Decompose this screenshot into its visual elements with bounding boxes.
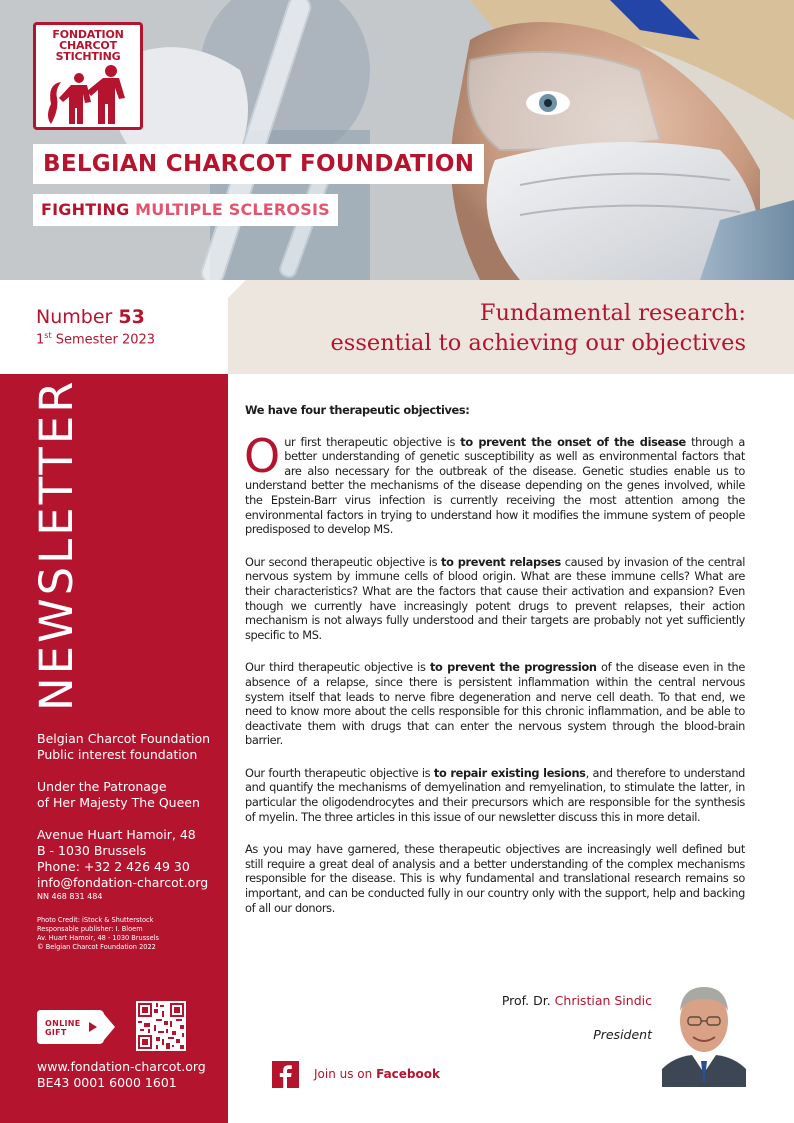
credit-line: Photo Credit: iStock & Shutterstock (37, 916, 154, 924)
signature-name (502, 993, 652, 1008)
signature-prefix: Prof. Dr. (501, 993, 555, 1008)
issue-date (36, 331, 155, 347)
drop-cap: O (244, 428, 281, 483)
email-link[interactable]: info@fondation-charcot.org (37, 875, 209, 890)
paragraph-1-text: ur first therapeutic objective is (284, 434, 461, 449)
issue-date-day: 1 (36, 332, 45, 348)
article-body (245, 403, 745, 933)
paragraph-2-text: Our second therapeutic objective is (245, 554, 442, 569)
subtitle-part-2: MULTIPLE SCLEROSIS (135, 200, 330, 219)
issue-number-value: 53 (118, 306, 145, 328)
article-lead: We have four therapeutic objectives: (245, 403, 470, 417)
logo-figures-icon (45, 64, 131, 126)
address-line-2: B - 1030 Brussels (37, 843, 147, 858)
credit-line: © Belgian Charcot Foundation 2022 (37, 943, 156, 951)
gift-label-2: GIFT (45, 1028, 67, 1037)
foundation-title: BELGIAN CHARCOT FOUNDATION (33, 144, 484, 184)
issue-date-rest: Semester 2023 (51, 332, 156, 348)
website-link[interactable]: www.fondation-charcot.org (37, 1059, 206, 1074)
paragraph-3-text: Our third therapeutic objective is (245, 660, 430, 675)
credit-line: Responsable publisher: I. Bloem (37, 925, 143, 933)
headline-line-2: essential to achieving our objectives (330, 330, 746, 356)
phone: Phone: +32 2 426 49 30 (37, 859, 190, 874)
headline-line-1: Fundamental research: (479, 300, 746, 326)
signature-person: Christian Sindic (554, 993, 652, 1008)
patronage-line-2: of Her Majesty The Queen (37, 795, 200, 810)
signature-title: President (593, 1027, 652, 1042)
facebook-text-1: Join us on (314, 1067, 377, 1081)
paragraph-1-rest: through a better understanding of genetic susceptibility as well as environmental factors that are also necessary for the outbreak of the disease. Genetic studies enable us to understand better the mechanisms of the disease depending on the genes involved, while the Epstein-Barr virus infection is currently receiving the most attention among the environmental factors in trying to understand how it modifies the immune system of people predisposed to develop MS. (245, 434, 745, 537)
paragraph-2 (245, 555, 745, 643)
org-type: Public interest foundation (37, 747, 198, 762)
subtitle-part-1: FIGHTING (41, 200, 136, 219)
hero-photo (0, 0, 794, 280)
gift-label-1: ONLINE (45, 1019, 81, 1028)
paragraph-4-rest: , and therefore to understand and quantify the mechanisms of demyelination and remyelination, to stimulate the latter, in particular the oligodendrocytes and their precursors which are responsible for the synthesis of myelin. The three articles in this issue of our newsletter discuss this in more detail. (245, 765, 746, 824)
online-gift-button[interactable] (37, 1010, 115, 1044)
paragraph-2-rest: caused by invasion of the central nervous system by immune cells of blood origin. What are these immune cells? What are their characteristics? What are the factors that cause their activation and expansion? Even though we currently have increasingly potent drugs to prevent relapses, their action mechanism is not always fully understood and their targets are probably not yet sufficiently specific to MS. (245, 554, 746, 642)
band-notch (228, 280, 246, 298)
paragraph-1-emphasis: to prevent the onset of the disease (460, 434, 686, 449)
issue-info (0, 280, 228, 374)
credit-line: Av. Huart Hamoir, 48 - 1030 Brussels (37, 934, 159, 942)
paragraph-4-emphasis: to repair existing lesions (433, 765, 586, 780)
logo-line-1: FONDATION (52, 28, 124, 41)
paragraph-3-emphasis: to prevent the progression (429, 660, 597, 675)
paragraph-1 (244, 428, 745, 537)
president-portrait (662, 977, 746, 1087)
issue-date-sup: st (44, 331, 52, 340)
paragraph-3-rest: of the disease even in the absence of a relapse, since there is persistent inflammation within the central nervous system itself that leads to nerve fibre degeneration and nerve cell death. To that end, we need to know more about the cells responsible for this chronic inflammation, and be able to deactivate them with drugs that can enter the nervous system through the blood-brain barrier. (245, 660, 746, 748)
paragraph-2-emphasis: to prevent relapses (441, 554, 561, 569)
article-headline (330, 298, 746, 358)
foundation-subtitle (33, 194, 338, 226)
facebook-text-2: Facebook (376, 1067, 440, 1081)
paragraph-5: As you may have garnered, these therapeutic objectives are increasingly well defined but still require a great deal of analysis and a better understanding of the complex mechanisms responsible for the disease. This is why fundamental and translational research remains so important, and can be conducted fully in our country only with the support, help and backing of all our donors. (245, 842, 745, 915)
qr-code-icon[interactable] (136, 1001, 186, 1051)
address-line-1: Avenue Huart Hamoir, 48 (37, 827, 196, 842)
facebook-link[interactable] (314, 1067, 440, 1081)
paragraph-3 (245, 660, 745, 748)
org-name: Belgian Charcot Foundation (37, 731, 211, 746)
paragraph-4-text: Our fourth therapeutic objective is (245, 765, 434, 780)
facebook-icon[interactable] (272, 1061, 299, 1088)
issue-number-label: Number (36, 306, 113, 328)
paragraph-4 (245, 766, 745, 824)
foundation-logo (33, 22, 143, 130)
newsletter-vertical-title: NEWSLETTER (30, 378, 83, 711)
iban: BE43 0001 6000 1601 (37, 1075, 177, 1090)
logo-line-2: CHARCOT (59, 39, 117, 52)
patronage-line-1: Under the Patronage (37, 779, 167, 794)
logo-line-3: STICHTING (55, 50, 121, 63)
issue-number (36, 306, 145, 328)
nn-number: NN 468 831 484 (37, 892, 103, 901)
